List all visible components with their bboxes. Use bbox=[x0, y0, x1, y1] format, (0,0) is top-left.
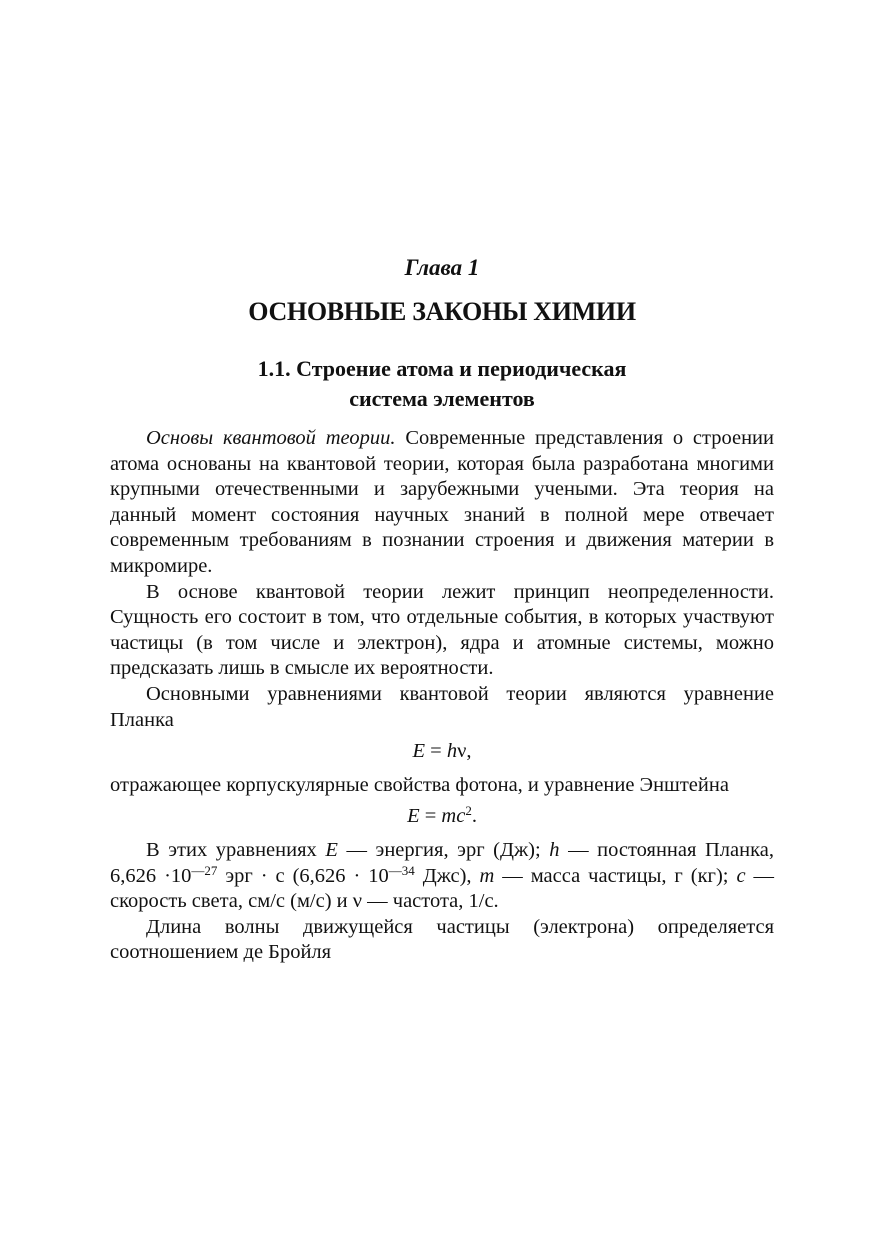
planck-lhs: E bbox=[412, 740, 426, 763]
p5-part-a: В этих уравнениях bbox=[146, 838, 326, 861]
paragraph-1 bbox=[110, 426, 774, 580]
paragraph-6: Длина волны движущейся частицы (электрона) определяется соотношением де Бройля bbox=[110, 915, 774, 964]
chapter-title: ОСНОВНЫЕ ЗАКОНЫ ХИМИИ bbox=[248, 297, 636, 326]
paragraph-2: В основе квантовой теории лежит принцип неопределенности. Сущность его состоит в том, что отдельные события, в которых участвуют частицы (в том числе и электрон), ядра и атомные системы, можно предсказать лишь в смысле их вероятности. bbox=[110, 580, 774, 680]
section-title bbox=[110, 354, 774, 414]
p5-part-g: — скорость света, см/с (м/с) и ν — частота, 1/с. bbox=[110, 864, 775, 913]
chapter-label: Глава 1 bbox=[404, 255, 480, 280]
einstein-equation bbox=[110, 804, 774, 830]
paragraph-1-lead: Основы квантовой теории. bbox=[146, 427, 396, 449]
einstein-lhs: E bbox=[407, 805, 420, 828]
p5-var-h: h bbox=[549, 838, 560, 861]
p5-var-E: E bbox=[325, 838, 338, 861]
paragraph-4: отражающее корпускулярные свойства фотона, и уравнение Энштейна bbox=[110, 773, 729, 796]
paragraph-1-text: Современные представления о строении атома основаны на квантовой теории, которая была разработана многими крупными отечественными и зарубежными учеными. Эта теория на данный момент состояния научных знаний в полной мере отвечает современным требованиям в познании строения и движения материи в микромире. bbox=[110, 427, 774, 577]
section-title-line-2: система элементов bbox=[349, 386, 535, 411]
p5-var-c: c bbox=[736, 864, 746, 887]
p5-part-f: — масса частицы, г (кг); bbox=[494, 864, 737, 887]
p5-exp-2: —34 bbox=[388, 862, 415, 878]
planck-nu: ν, bbox=[457, 740, 472, 763]
p5-part-d: эрг · с (6,626 · 10 bbox=[217, 864, 389, 887]
p5-part-c: — постоянная Планка, 6,626 ·10 bbox=[110, 838, 774, 887]
page-content bbox=[110, 250, 774, 966]
p5-part-b: — энергия, эрг (Дж); bbox=[337, 838, 550, 861]
einstein-end: . bbox=[471, 805, 477, 828]
p5-var-m: m bbox=[479, 864, 495, 887]
einstein-equals: = bbox=[419, 805, 442, 828]
einstein-mc: mc bbox=[441, 805, 466, 828]
p5-exp-1: —27 bbox=[191, 862, 218, 878]
paragraph-5 bbox=[110, 838, 774, 915]
planck-h: h bbox=[446, 740, 458, 763]
einstein-exponent: 2 bbox=[465, 803, 472, 819]
planck-equation bbox=[110, 739, 774, 765]
section-title-line-1: 1.1. Строение атома и периодическая bbox=[257, 356, 627, 381]
p5-part-e: Джс), bbox=[414, 864, 480, 887]
paragraph-3: Основными уравнениями квантовой теории являются уравнение Планка bbox=[110, 682, 774, 731]
planck-equals: = bbox=[425, 740, 447, 763]
